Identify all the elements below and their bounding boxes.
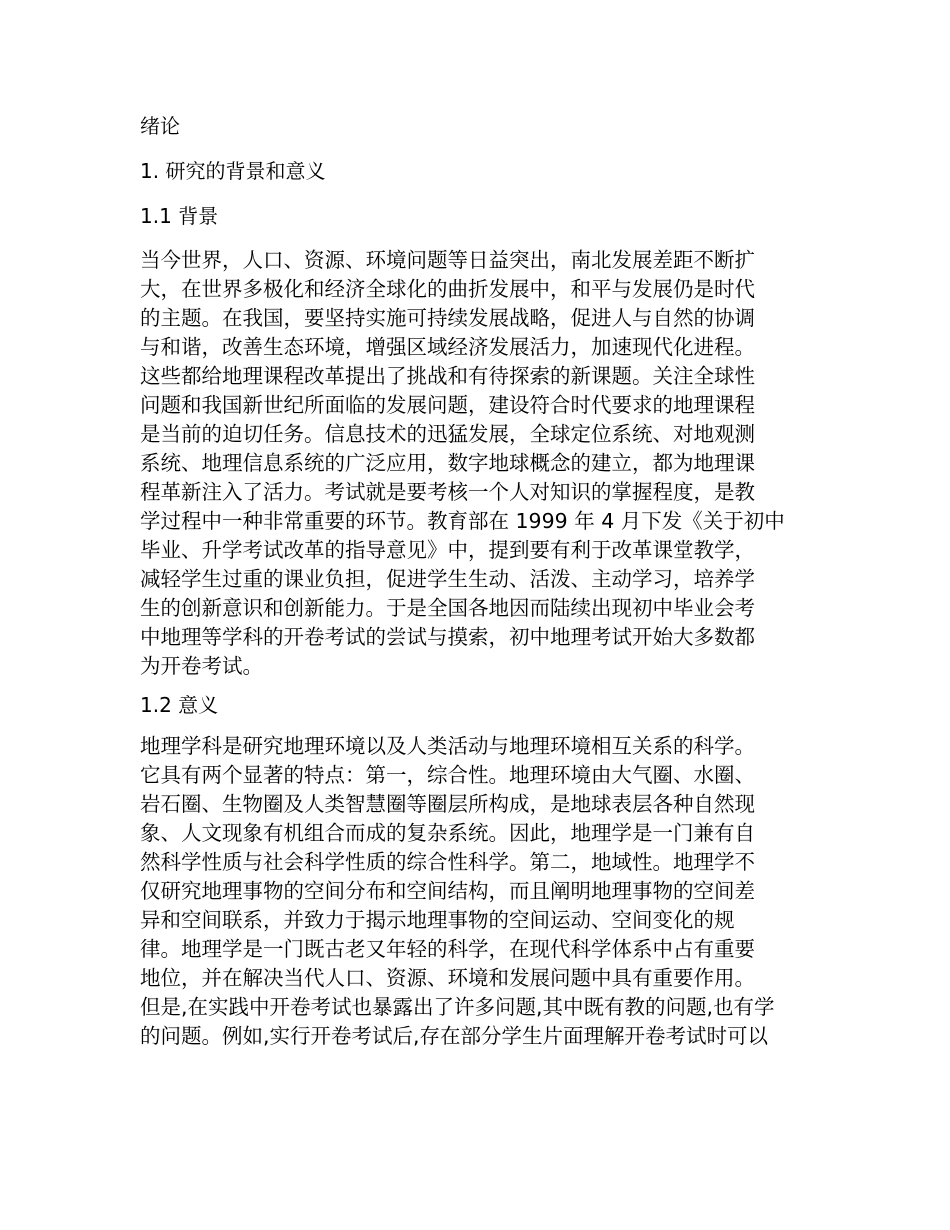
text-line: 仅研究地理事物的空间分布和空间结构，而且阐明地理事物的空间差 — [140, 879, 755, 903]
text-line: 问题和我国新世纪所面临的发展问题，建设符合时代要求的地理课程 — [140, 393, 755, 417]
text-line: 它具有两个显著的特点：第一，综合性。地理环境由大气圈、水圈、 — [140, 763, 755, 787]
text-line: 毕业、升学考试改革的指导意见》中，提到要有利于改革课堂教学， — [140, 538, 755, 562]
text-line: 的问题。例如,实行开卷考试后,存在部分学生片面理解开卷考试时可以 — [140, 1024, 769, 1048]
text-line: 地位，并在解决当代人口、资源、环境和发展问题中具有重要作用。 — [140, 966, 755, 990]
text-line: 这些都给地理课程改革提出了挑战和有待探索的新课题。关注全球性 — [140, 364, 755, 388]
text-line: 中地理等学科的开卷考试的尝试与摸索，初中地理考试开始大多数都 — [140, 625, 755, 649]
text-line: 系统、地理信息系统的广泛应用，数字地球概念的建立，都为地理课 — [140, 451, 755, 475]
text-line: 与和谐，改善生态环境，增强区域经济发展活力，加速现代化进程。 — [140, 335, 755, 359]
text-line: 但是,在实践中开卷考试也暴露出了许多问题,其中既有教的问题,也有学 — [140, 995, 775, 1019]
section-heading-1: 1. 研究的背景和意义 — [140, 159, 326, 183]
text-line: 象、人文现象有机组合而成的复杂系统。因此，地理学是一门兼有自 — [140, 821, 755, 845]
text-line: 程革新注入了活力。考试就是要考核一个人对知识的掌握程度，是教 — [140, 480, 755, 504]
text-line: 学过程中一种非常重要的环节。教育部在 1999 年 4 月下发《关于初中 — [140, 509, 785, 533]
text-line: 地理学科是研究地理环境以及人类活动与地理环境相互关系的科学。 — [140, 734, 755, 758]
text-line: 当今世界，人口、资源、环境问题等日益突出，南北发展差距不断扩 — [140, 248, 755, 272]
paragraph-background — [140, 246, 810, 681]
text-line: 的主题。在我国，要坚持实施可持续发展战略，促进人与自然的协调 — [140, 306, 755, 330]
document-page — [140, 108, 810, 1051]
paragraph-significance — [140, 732, 810, 1051]
text-line: 律。地理学是一门既古老又年轻的科学，在现代科学体系中占有重要 — [140, 937, 755, 961]
section-heading-1-2: 1.2 意义 — [140, 693, 219, 717]
text-line: 岩石圈、生物圈及人类智慧圈等圈层所构成，是地球表层各种自然现 — [140, 792, 755, 816]
text-line: 减轻学生过重的课业负担，促进学生生动、活泼、主动学习，培养学 — [140, 567, 755, 591]
text-line: 为开卷考试。 — [140, 654, 263, 678]
text-line: 异和空间联系，并致力于揭示地理事物的空间运动、空间变化的规 — [140, 908, 735, 932]
text-line: 生的创新意识和创新能力。于是全国各地因而陆续出现初中毕业会考 — [140, 596, 755, 620]
text-line: 是当前的迫切任务。信息技术的迅猛发展，全球定位系统、对地观测 — [140, 422, 755, 446]
document-title: 绪论 — [140, 114, 180, 138]
section-heading-1-1: 1.1 背景 — [140, 204, 219, 228]
text-line: 大，在世界多极化和经济全球化的曲折发展中，和平与发展仍是时代 — [140, 277, 755, 301]
text-line: 然科学性质与社会科学性质的综合性科学。第二，地域性。地理学不 — [140, 850, 755, 874]
